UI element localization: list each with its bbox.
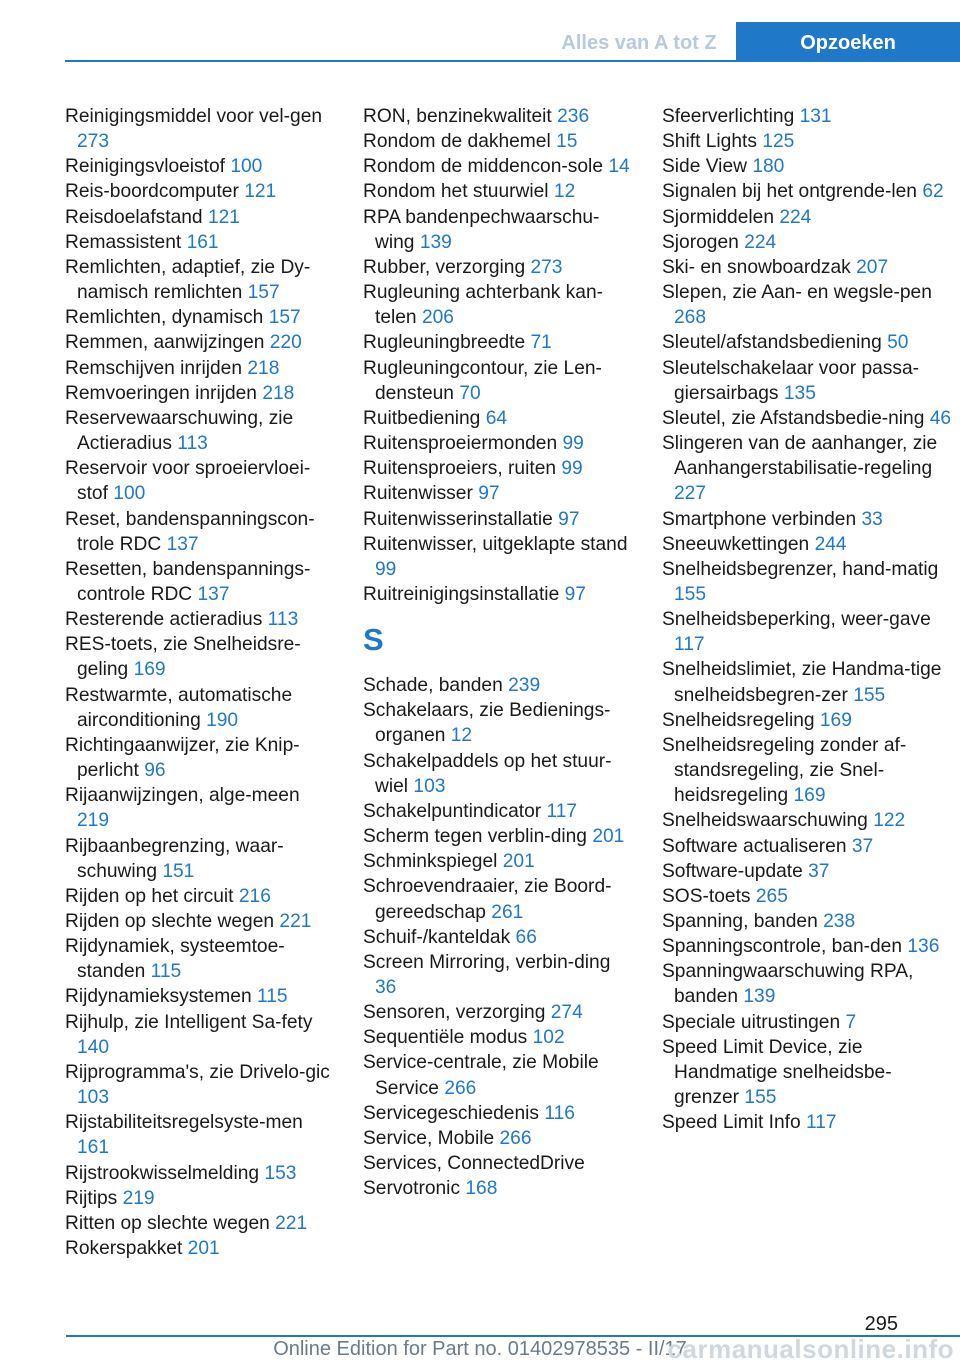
index-entry [363, 1025, 633, 1050]
entry-term: Software-update [662, 860, 803, 882]
index-entry [65, 1060, 333, 1110]
entry-page-link[interactable]: 201 [187, 1238, 220, 1260]
entry-term: Sequentiële modus [363, 1027, 528, 1049]
entry-term: Reis-boordcomputer [65, 181, 239, 203]
index-entry [363, 255, 633, 280]
entry-page-link[interactable]: 37 [808, 860, 830, 882]
entry-term: Ruitenwisserinstallatie [363, 508, 553, 530]
entry-page-link[interactable]: 207 [856, 256, 889, 278]
entry-page-link[interactable]: 37 [851, 835, 874, 857]
entry-page-link[interactable]: 115 [150, 961, 182, 983]
index-entry [65, 934, 333, 984]
index-entry [363, 1050, 633, 1100]
index-entry [363, 1126, 633, 1151]
index-entry [363, 205, 633, 255]
entry-term: Resterende actieradius [65, 609, 263, 631]
entry-page-link[interactable]: 161 [186, 231, 219, 253]
entry-page-link[interactable]: 116 [544, 1102, 575, 1124]
section-letter: S [363, 622, 384, 658]
entry-term: Spanningwaarschuwing RPA, banden [662, 961, 914, 1008]
entry-term: Remschijven inrijden [65, 357, 243, 379]
entry-term: Ruitenwisser, uitgeklapte stand [363, 533, 628, 555]
entry-page-link[interactable]: 99 [375, 558, 397, 580]
entry-term: Smartphone verbinden [662, 508, 857, 530]
index-entry [363, 104, 633, 129]
index-entry [65, 632, 333, 682]
entry-page-link[interactable]: 113 [177, 433, 208, 455]
entry-page-link[interactable]: 137 [197, 583, 230, 605]
index-entry [363, 1000, 633, 1025]
entry-page-link[interactable]: 151 [162, 860, 195, 882]
entry-term: Spanning, banden [662, 911, 818, 932]
entry-term: Ruitensproeiermonden [363, 433, 558, 455]
entry-term: Speciale uitrustingen [662, 1011, 841, 1033]
entry-page-link[interactable]: 113 [267, 609, 299, 631]
entry-term: Schuif-/kanteldak [363, 926, 511, 948]
index-entry [662, 859, 952, 884]
entry-term: Remassistent [65, 231, 182, 253]
index-entry [662, 657, 952, 707]
entry-page-link[interactable]: 180 [752, 156, 785, 178]
index-entry [363, 874, 633, 924]
index-entry [65, 733, 333, 783]
index-entry [65, 1236, 333, 1261]
entry-term: Signalen bij het ontgrende‐len [662, 181, 917, 203]
entry-term: Slingeren van de aanhanger, zie Aanhangerstabilisatie‐regeling [662, 433, 938, 480]
index-entry [662, 129, 952, 154]
index-entry [65, 834, 333, 884]
entry-term: Schroevendraaier, zie Boord‐gereedschap [363, 876, 612, 923]
entry-page-link[interactable]: 273 [77, 131, 110, 153]
entry-term: Rijden op slechte wegen [65, 911, 275, 932]
entry-page-link[interactable]: 273 [530, 256, 563, 278]
index-entry [662, 179, 952, 204]
entry-term: Service, Mobile [363, 1127, 495, 1149]
index-entry [363, 481, 633, 506]
index-entry [662, 1035, 952, 1110]
entry-page-link[interactable]: 12 [450, 725, 473, 747]
entry-term: RES-toets, zie Snelheidsre‐geling [65, 634, 301, 681]
entry-page-link[interactable]: 266 [444, 1077, 477, 1099]
index-entry [662, 884, 952, 909]
entry-page-link[interactable]: 221 [279, 911, 312, 932]
entry-page-link[interactable]: 115 [256, 986, 288, 1008]
entry-term: Schakelpaddels op het stuur‐wiel [363, 750, 612, 797]
index-entry [65, 406, 333, 456]
entry-page-link[interactable]: 224 [744, 231, 777, 253]
entry-page-link[interactable]: 216 [238, 885, 271, 907]
entry-page-link[interactable]: 125 [762, 131, 795, 153]
entry-page-link[interactable]: 220 [269, 332, 302, 354]
index-entry [662, 406, 952, 431]
index-entry [363, 799, 633, 824]
entry-page-link[interactable]: 135 [783, 382, 816, 404]
entry-term: Sneeuwkettingen [662, 533, 810, 555]
entry-term: Snelheidslimiet, zie Handma‐tige snelheidsbegren‐zer [662, 659, 942, 706]
index-entry [65, 984, 333, 1009]
entry-term: Rijaanwijzingen, alge‐meen [65, 785, 300, 807]
entry-page-link[interactable]: 131 [799, 106, 832, 127]
index-entry [363, 673, 633, 698]
entry-page-link[interactable]: 139 [419, 231, 452, 253]
entry-page-link[interactable]: 161 [77, 1137, 110, 1159]
entry-page-link[interactable]: 136 [907, 936, 940, 958]
index-entry [65, 1186, 333, 1211]
entry-page-link[interactable]: 103 [413, 775, 446, 797]
entry-term: Software actualiseren [662, 835, 847, 857]
index-entry [662, 834, 952, 859]
entry-term: Rijhulp, zie Intelligent Sa‐fety [65, 1011, 313, 1033]
index-entry [65, 683, 333, 733]
index-entry [363, 406, 633, 431]
index-entry [65, 1211, 333, 1236]
index-entry [662, 1010, 952, 1035]
entry-page-link[interactable]: 244 [814, 533, 847, 555]
entry-term: Reinigingsvloeistof [65, 156, 225, 178]
index-entry [662, 330, 952, 355]
entry-page-link[interactable]: 155 [674, 583, 707, 605]
index-entry [363, 507, 633, 532]
entry-page-link[interactable]: 97 [478, 483, 500, 505]
entry-page-link[interactable]: 266 [499, 1127, 532, 1149]
index-entry [363, 431, 633, 456]
watermark-logo: carmanualsonline.info [667, 1334, 954, 1364]
entry-page-link[interactable]: 157 [268, 307, 301, 329]
entry-term: Rugleuningbreedte [363, 332, 526, 354]
index-entry [363, 129, 633, 154]
entry-page-link[interactable]: 100 [113, 483, 146, 505]
entry-term: Servotronic [363, 1178, 461, 1200]
index-entry [65, 305, 333, 330]
entry-term: RPA bandenpechwaarschu‐wing [363, 206, 600, 253]
index-entry [65, 205, 333, 230]
index-entry [363, 280, 633, 330]
entry-term: Ruitreinigingsinstallatie [363, 583, 560, 605]
entry-page-link[interactable]: 117 [546, 800, 578, 822]
entry-term: Rijstrookwisselmelding [65, 1162, 260, 1184]
entry-page-link[interactable]: 219 [122, 1187, 155, 1209]
entry-term: Sjorogen [662, 231, 739, 253]
entry-page-link[interactable]: 238 [823, 911, 856, 932]
entry-term: Servicegeschiedenis [363, 1102, 539, 1124]
index-entry [662, 959, 952, 1009]
index-entry [363, 698, 633, 748]
index-entry [662, 507, 952, 532]
entry-page-link[interactable]: 169 [819, 709, 852, 731]
entry-term: Reset, bandenspanningscon‐trole RDC [65, 508, 315, 555]
index-entry [363, 179, 633, 204]
entry-page-link[interactable]: 236 [557, 106, 590, 127]
index-entry [662, 431, 952, 506]
entry-page-link[interactable]: 239 [508, 675, 541, 697]
index-entry [363, 1151, 633, 1176]
entry-term: Schade, banden [363, 675, 503, 697]
page-number: 295 [864, 1313, 898, 1335]
entry-term: Service-centrale, zie Mobile Service [363, 1052, 599, 1099]
entry-term: Services, ConnectedDrive [363, 1153, 585, 1175]
entry-term: Ruitensproeiers, ruiten [363, 458, 557, 480]
entry-term: Rijprogramma's, zie Drivelo‐gic [65, 1061, 330, 1083]
entry-term: Snelheidsbegrenzer, hand‐matig [662, 558, 939, 580]
index-entry [65, 607, 333, 632]
index-entry [662, 934, 952, 959]
entry-page-link[interactable]: 121 [207, 206, 240, 228]
entry-term: SOS-toets [662, 885, 751, 907]
entry-term: Rubber, verzorging [363, 256, 526, 278]
index-entry [363, 1176, 633, 1201]
entry-term: Reinigingsmiddel voor vel‐gen [65, 106, 323, 127]
entry-term: Rugleuning achterbank kan‐telen [363, 282, 604, 329]
header-tab-opzoeken[interactable]: Opzoeken [736, 22, 960, 62]
entry-page-link[interactable]: 221 [275, 1212, 308, 1234]
index-entry [662, 154, 952, 179]
index-entry [65, 230, 333, 255]
entry-page-link[interactable]: 66 [515, 926, 537, 948]
entry-page-link[interactable]: 62 [922, 181, 944, 203]
index-entry [662, 607, 952, 657]
entry-term: Rijstabiliteitsregelsyste‐men [65, 1112, 303, 1134]
entry-term: Rijbaanbegrenzing, waar‐schuwing [65, 835, 284, 882]
entry-page-link[interactable]: 201 [592, 826, 625, 848]
index-entry [65, 356, 333, 381]
entry-term: Sjormiddelen [662, 206, 774, 228]
entry-page-link[interactable]: 157 [247, 282, 280, 304]
index-entry [65, 179, 333, 204]
entry-term: Resetten, bandenspannings‐controle RDC [65, 558, 311, 605]
entry-term: Remlichten, dynamisch [65, 307, 264, 329]
entry-page-link[interactable]: 14 [608, 156, 630, 178]
entry-term: Sensoren, verzorging [363, 1002, 546, 1024]
entry-page-link[interactable]: 99 [561, 458, 583, 480]
index-entry [65, 154, 333, 179]
entry-page-link[interactable]: 117 [674, 634, 705, 656]
header-section-title: Alles van A tot Z [561, 32, 717, 54]
entry-term: Ruitenwisser [363, 483, 473, 505]
entry-page-link[interactable]: 140 [77, 1036, 110, 1058]
entry-page-link[interactable]: 100 [230, 156, 263, 178]
index-entry [662, 708, 952, 733]
index-column-3 [662, 104, 952, 1135]
index-entry [662, 1110, 952, 1135]
entry-term: Ruitbediening [363, 407, 481, 429]
index-entry [363, 154, 633, 179]
entry-page-link[interactable]: 70 [459, 382, 481, 404]
entry-page-link[interactable]: 12 [553, 181, 576, 203]
index-entry [363, 532, 633, 582]
entry-page-link[interactable]: 227 [674, 483, 707, 505]
entry-page-link[interactable]: 168 [465, 1178, 498, 1200]
index-entry [662, 104, 952, 129]
index-entry [363, 356, 633, 406]
entry-page-link[interactable]: 265 [755, 885, 788, 907]
entry-term: Sleutelschakelaar voor passa‐giersairbags [662, 357, 920, 404]
entry-page-link[interactable]: 46 [929, 407, 952, 429]
entry-page-link[interactable]: 99 [562, 433, 584, 455]
entry-term: Speed Limit Info [662, 1112, 801, 1134]
index-entry [662, 280, 952, 330]
entry-page-link[interactable]: 71 [530, 332, 552, 354]
entry-page-link[interactable]: 169 [133, 659, 166, 681]
index-entry [65, 456, 333, 506]
entry-term: Snelheidswaarschuwing [662, 810, 868, 832]
entry-term: Snelheidsregeling zonder af‐standsregeling, zie Snel‐heidsregeling [662, 734, 907, 807]
entry-term: Reisdoelafstand [65, 206, 203, 228]
entry-page-link[interactable]: 169 [793, 785, 826, 807]
index-entry [363, 330, 633, 355]
index-entry [662, 255, 952, 280]
index-entry [363, 849, 633, 874]
entry-page-link[interactable]: 219 [77, 810, 110, 832]
entry-page-link[interactable]: 261 [491, 901, 524, 923]
entry-term: Schakelpuntindicator [363, 800, 542, 822]
index-entry [363, 925, 633, 950]
entry-term: Rijdynamiek, systeemtoe‐standen [65, 936, 285, 983]
entry-term: Sfeerverlichting [662, 106, 795, 127]
index-entry [65, 1110, 333, 1160]
entry-term: Shift Lights [662, 131, 757, 153]
index-entry [662, 532, 952, 557]
entry-page-link[interactable]: 155 [744, 1087, 777, 1109]
entry-page-link[interactable]: 97 [564, 583, 586, 605]
index-entry [65, 507, 333, 557]
entry-page-link[interactable]: 218 [247, 357, 280, 379]
index-entry [65, 381, 333, 406]
entry-page-link[interactable]: 97 [558, 508, 580, 530]
entry-page-link[interactable]: 117 [806, 1112, 837, 1134]
entry-term: Sleutel, zie Afstandsbedie‐ning [662, 407, 925, 429]
index-entry [65, 557, 333, 607]
entry-term: Spanningscontrole, ban‐den [662, 936, 903, 958]
entry-term: Rondom de middencon‐sole [363, 156, 603, 178]
entry-term: Slepen, zie Aan- en wegsle‐pen [662, 282, 932, 304]
entry-page-link[interactable]: 274 [550, 1002, 583, 1024]
entry-term: Ski- en snowboardzak [662, 256, 851, 278]
entry-term: Remlichten, adaptief, zie Dy‐namisch remlichten [65, 256, 311, 304]
entry-term: RON, benzinekwaliteit [363, 106, 552, 127]
index-entry [65, 1010, 333, 1060]
entry-page-link[interactable]: 64 [485, 407, 508, 429]
entry-term: Side View [662, 156, 747, 178]
index-entry [363, 1101, 633, 1126]
entry-term: Snelheidsregeling [662, 709, 815, 731]
entry-term: Rondom het stuurwiel [363, 181, 549, 203]
index-entry [662, 808, 952, 833]
entry-term: Richtingaanwijzer, zie Knip‐perlicht [65, 734, 300, 782]
index-entry [662, 205, 952, 230]
entry-term: Ritten op slechte wegen [65, 1212, 270, 1234]
index-entry [662, 909, 952, 934]
index-entry [662, 733, 952, 808]
entry-page-link[interactable]: 36 [375, 977, 397, 998]
entry-term: Schminkspiegel [363, 851, 498, 873]
entry-page-link[interactable]: 33 [861, 508, 883, 530]
entry-page-link[interactable]: 15 [556, 131, 578, 153]
entry-term: Rokerspakket [65, 1238, 183, 1260]
entry-page-link[interactable]: 224 [779, 206, 812, 228]
entry-term: Restwarmte, automatische airconditioning [65, 684, 293, 731]
entry-page-link[interactable]: 190 [206, 709, 239, 731]
entry-term: Screen Mirroring, verbin‐ding [363, 951, 611, 973]
index-column-1 [65, 104, 333, 1261]
entry-page-link[interactable]: 96 [144, 760, 166, 782]
entry-term: Reservoir voor sproeiervloei‐stof [65, 458, 311, 505]
entry-term: Remvoeringen inrijden [65, 382, 257, 404]
entry-page-link[interactable]: 155 [853, 684, 886, 706]
entry-page-link[interactable]: 50 [887, 332, 909, 354]
entry-page-link[interactable]: 201 [502, 851, 535, 873]
entry-page-link[interactable]: 121 [244, 181, 277, 203]
entry-page-link[interactable]: 206 [421, 307, 454, 329]
index-entry [363, 824, 633, 849]
index-entry [662, 356, 952, 406]
entry-page-link[interactable]: 268 [674, 307, 707, 329]
index-column-2 [363, 104, 633, 1201]
entry-term: Schakelaars, zie Bedienings‐organen [363, 700, 611, 747]
entry-term: Scherm tegen verblin‐ding [363, 826, 587, 848]
index-entry [65, 104, 333, 154]
entry-term: Rijdynamieksystemen [65, 986, 252, 1008]
entry-page-link[interactable]: 103 [77, 1087, 110, 1109]
entry-term: Speed Limit Device, zie Handmatige snelheidsbe‐grenzer [662, 1036, 892, 1109]
index-entry [662, 230, 952, 255]
index-entry [65, 783, 333, 833]
entry-term: Rondom de dakhemel [363, 131, 551, 153]
entry-term: Rugleuningcontour, zie Len‐densteun [363, 357, 602, 404]
index-entry [363, 950, 633, 1000]
index-entry [363, 456, 633, 481]
index-entry [363, 582, 633, 607]
index-entry [65, 1161, 333, 1186]
index-entry [65, 884, 333, 909]
index-entry [65, 909, 333, 934]
entry-term: Rijtips [65, 1187, 118, 1209]
entry-term: Rijden op het circuit [65, 885, 234, 907]
entry-term: Sleutel/afstandsbediening [662, 332, 882, 354]
entry-term: Snelheidsbeperking, weer‐gave [662, 609, 931, 631]
entry-page-link[interactable]: 137 [166, 533, 199, 555]
entry-term: Remmen, aanwijzingen [65, 332, 265, 354]
entry-page-link[interactable]: 7 [845, 1011, 857, 1033]
entry-page-link[interactable]: 153 [264, 1162, 297, 1184]
index-entry [662, 557, 952, 607]
entry-page-link[interactable]: 122 [873, 810, 906, 832]
entry-page-link[interactable]: 102 [532, 1027, 565, 1049]
entry-page-link[interactable]: 218 [262, 382, 295, 404]
entry-term: Reservewaarschuwing, zie Actieradius [65, 407, 294, 455]
index-entry [65, 255, 333, 305]
entry-page-link[interactable]: 139 [743, 986, 776, 1008]
footer-edition-text: Online Edition for Part no. 01402978535 - II/17 [273, 1338, 687, 1360]
index-entry [363, 749, 633, 799]
index-entry [65, 330, 333, 355]
